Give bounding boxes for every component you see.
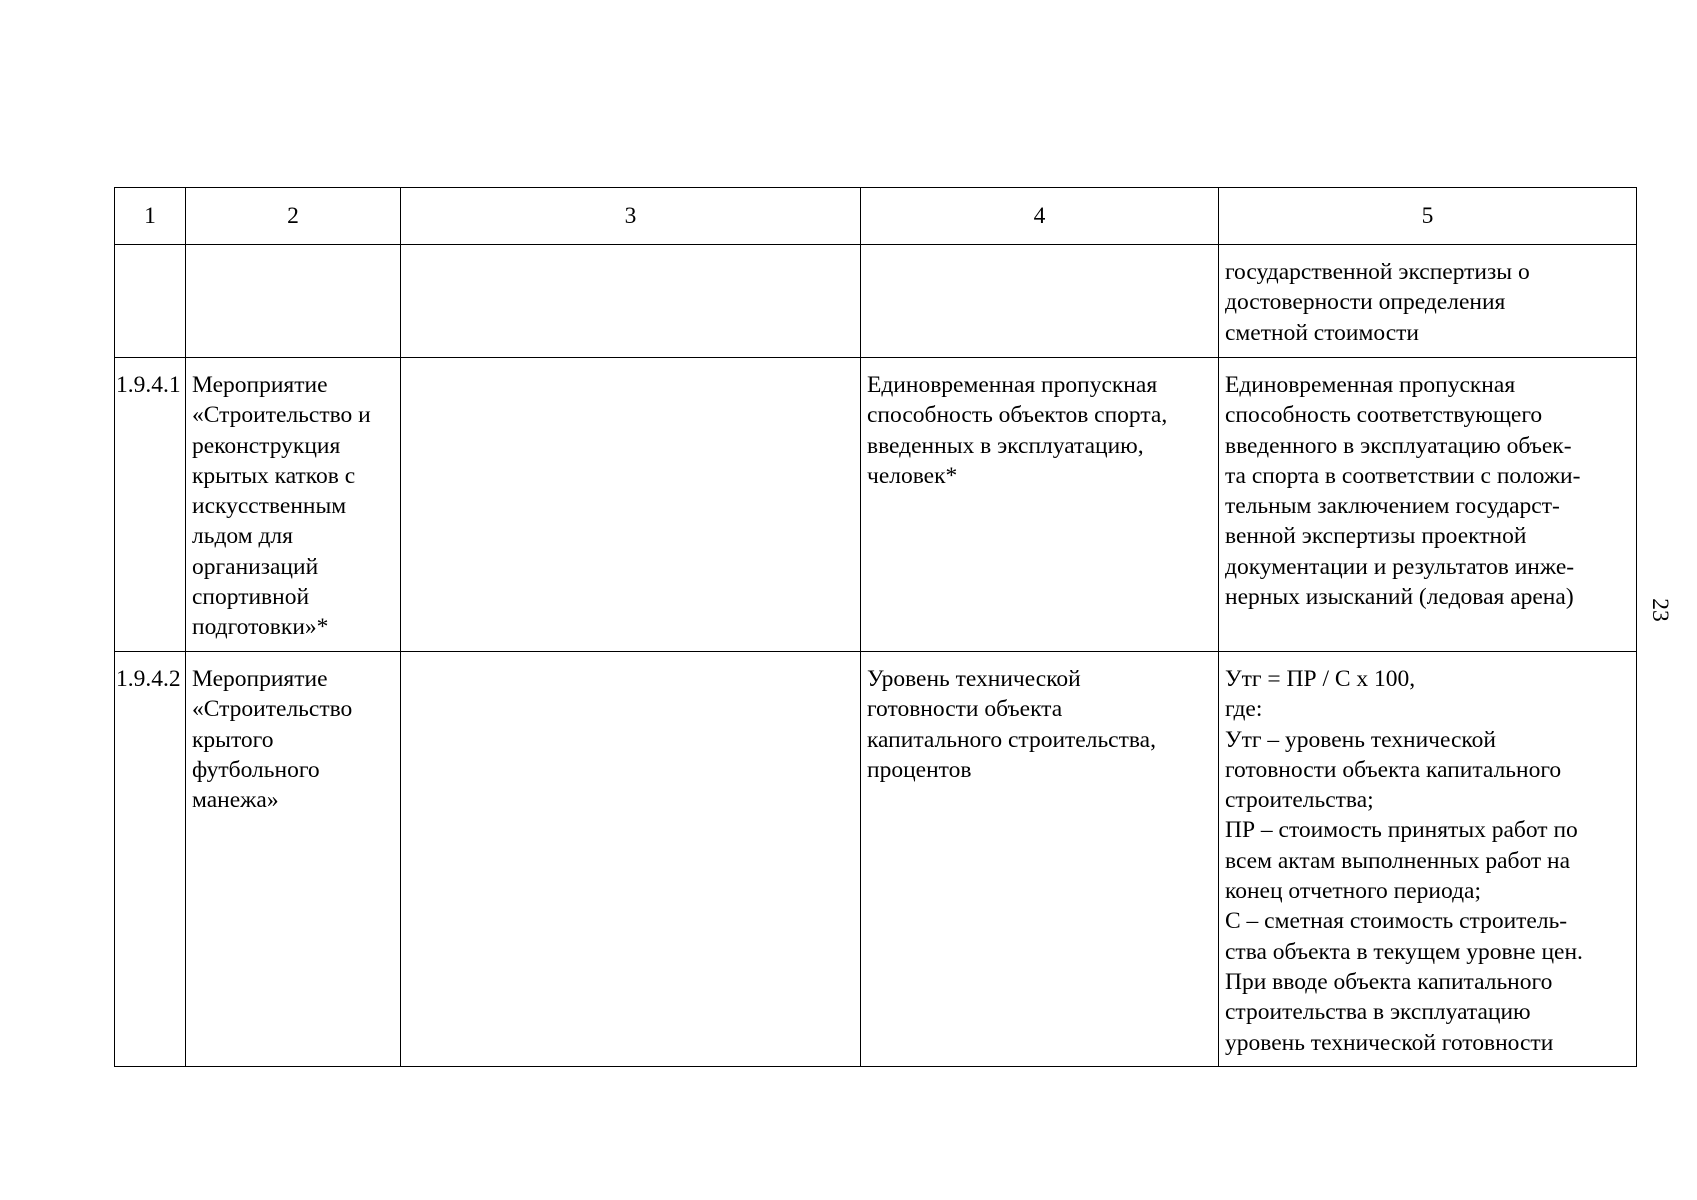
- cell-column-3: [401, 358, 861, 652]
- cell-indicator: Единовременная пропускная способность объектов спорта, введенных в эксплуатацию, человек*: [861, 358, 1219, 652]
- cell-method: Утг = ПР / С х 100, где: Утг – уровень технической готовности объекта капитального строительства; ПР – стоимость принятых работ по всем актам выполненных работ на конец отчетного периода; С – сметная стоимость строитель- ства объекта в текущем уровне цен. При вводе объекта капитального строительства в эксплуатацию уровень технической готовности: [1219, 652, 1637, 1067]
- column-number-row: [115, 188, 1637, 245]
- cell-column-3: [401, 652, 861, 1067]
- table-row-1-9-4-2: [115, 652, 1637, 1067]
- cell-measure: Мероприятие «Строительство и реконструкция крытых катков с искусственным льдом для организаций спортивной подготовки»*: [186, 358, 401, 652]
- cell-number: [115, 245, 186, 358]
- indicator-table: [114, 187, 1637, 1067]
- column-header-2: 2: [186, 188, 401, 245]
- cell-measure: [186, 245, 401, 358]
- table-row-1-9-4-1: [115, 358, 1637, 652]
- cell-method: Единовременная пропускная способность соответствующего введенного в эксплуатацию объек- та спорта в соответствии с положи- тельным заключением государст- венной экспертизы проектной документации и результатов инже- нерных изысканий (ледовая арена): [1219, 358, 1637, 652]
- column-header-5: 5: [1219, 188, 1637, 245]
- column-header-3: 3: [401, 188, 861, 245]
- cell-indicator: [861, 245, 1219, 358]
- cell-measure: Мероприятие «Строительство крытого футбольного манежа»: [186, 652, 401, 1067]
- column-header-1: 1: [115, 188, 186, 245]
- cell-number: 1.9.4.1: [115, 358, 186, 652]
- column-header-4: 4: [861, 188, 1219, 245]
- cell-indicator: Уровень технической готовности объекта капитального строительства, процентов: [861, 652, 1219, 1067]
- page-number: 23: [1647, 598, 1673, 622]
- table-row-continuation: [115, 245, 1637, 358]
- cell-method: государственной экспертизы о достоверности определения сметной стоимости: [1219, 245, 1637, 358]
- cell-column-3: [401, 245, 861, 358]
- cell-number: 1.9.4.2: [115, 652, 186, 1067]
